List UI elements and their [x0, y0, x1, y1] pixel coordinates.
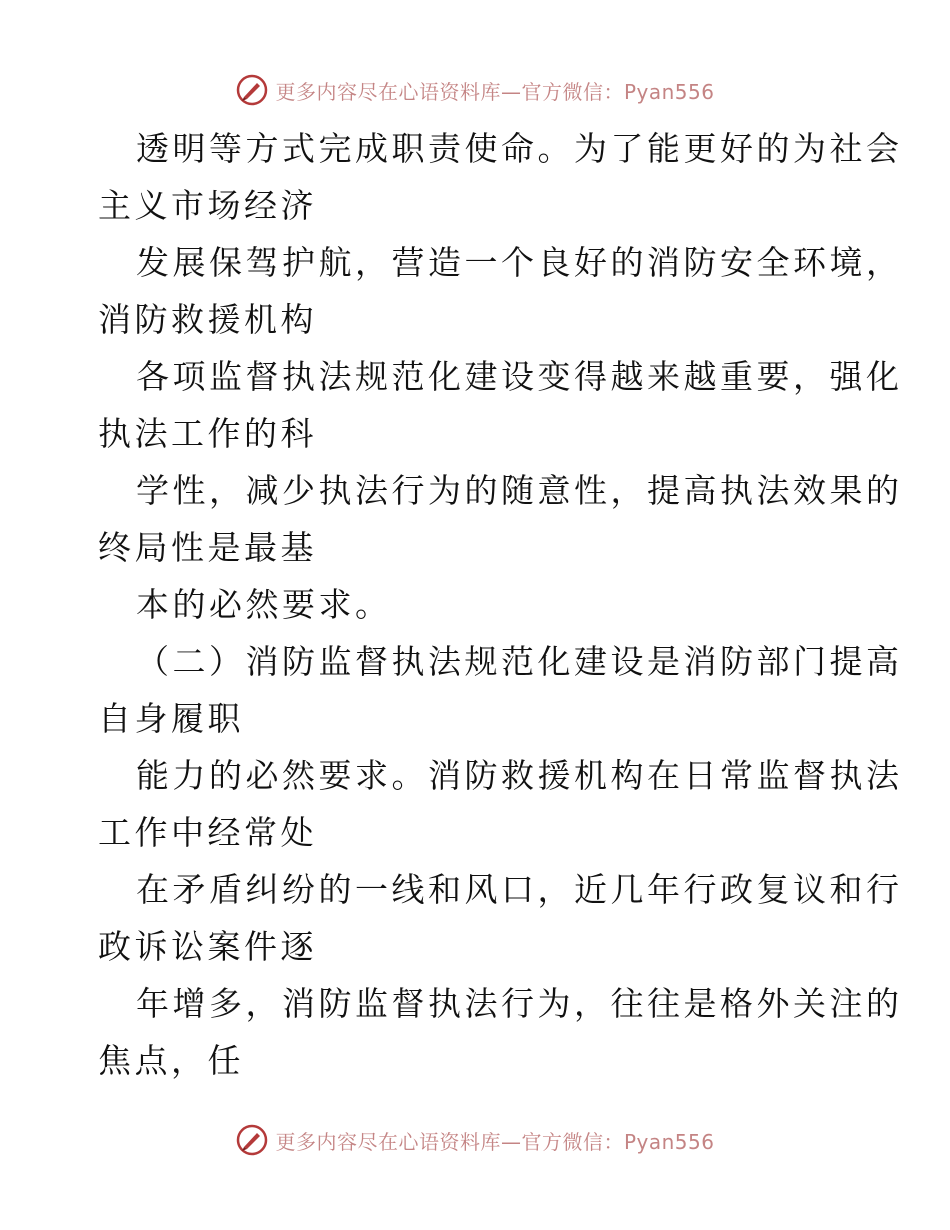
text-line: 透明等方式完成职责使命。为了能更好的为社会 — [136, 129, 903, 168]
text-line: 发展保驾护航，营造一个良好的消防安全环境， — [136, 243, 903, 282]
text-line: 政诉讼案件逐 — [98, 927, 317, 966]
text-line: 学性，减少执法行为的随意性，提高执法效果的 — [136, 471, 903, 510]
text-line: 在矛盾纠纷的一线和风口，近几年行政复议和行 — [136, 870, 903, 909]
text-line: 能力的必然要求。消防救援机构在日常监督执法 — [136, 756, 903, 795]
header-banner — [0, 68, 950, 112]
text-line: 自身履职 — [98, 699, 244, 738]
text-line: 终局性是最基 — [98, 528, 317, 567]
text-line: 本的必然要求。 — [136, 585, 392, 624]
text-line: 执法工作的科 — [98, 414, 317, 453]
text-line: 年增多，消防监督执法行为，往往是格外关注的 — [136, 984, 903, 1023]
pen-logo-icon — [235, 73, 269, 107]
text-line: 工作中经常处 — [98, 813, 317, 852]
text-line: （二）消防监督执法规范化建设是消防部门提高 — [136, 642, 903, 681]
text-line: 焦点，任 — [98, 1041, 244, 1080]
body-text — [98, 120, 903, 1089]
pen-logo-icon — [235, 1123, 269, 1157]
text-line: 各项监督执法规范化建设变得越来越重要，强化 — [136, 357, 903, 396]
footer-banner — [0, 1118, 950, 1162]
text-line: 消防救援机构 — [98, 300, 317, 339]
footer-banner-text: 更多内容尽在心语资料库—官方微信：Pyan556 — [275, 1129, 715, 1154]
header-banner-text: 更多内容尽在心语资料库—官方微信：Pyan556 — [275, 79, 715, 104]
text-line: 主义市场经济 — [98, 186, 317, 225]
